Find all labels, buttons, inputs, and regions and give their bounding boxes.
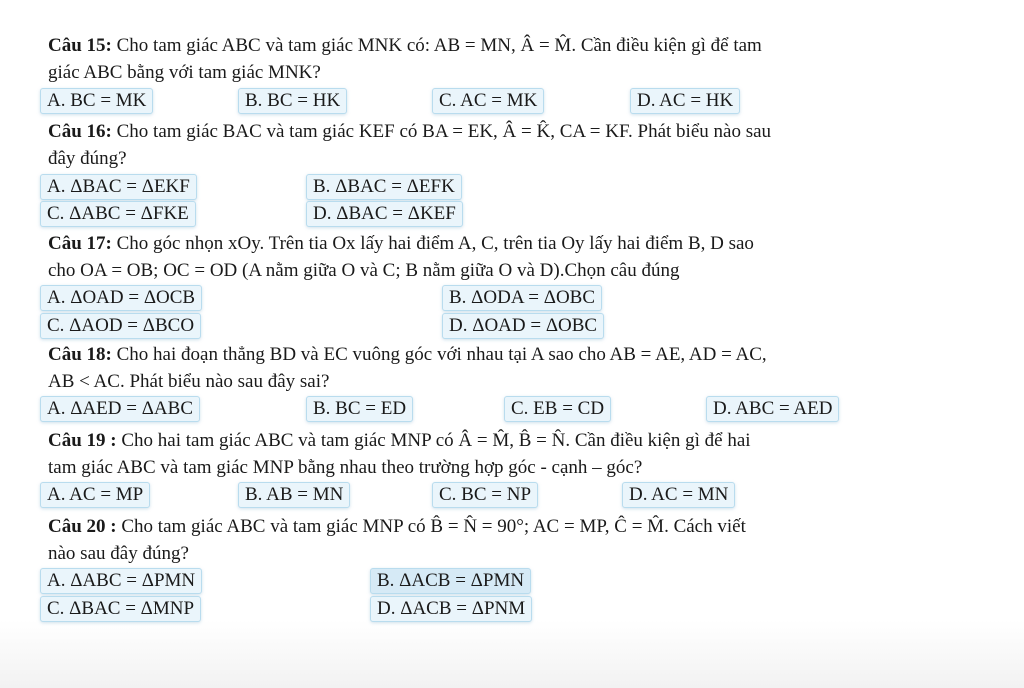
question-text: Cho hai tam giác ABC và tam giác MNP có Â = M̂, B̂ = N̂. Cần điều kiện gì để hai [116,430,751,451]
question-text: Cho tam giác BAC và tam giác KEF có BA = EK, Â = K̂, CA = KF. Phát biểu nào sau [111,121,772,142]
question-label: Câu 20 : [48,516,117,537]
question-20-line1 [48,514,978,540]
option-20-c[interactable]: C. ΔBAC = ΔMNP [40,596,201,622]
question-label: Câu 19 : [48,430,117,451]
option-16-d[interactable]: D. ΔBAC = ΔKEF [306,201,463,227]
option-16-b[interactable]: B. ΔBAC = ΔEFK [306,174,462,200]
option-18-a[interactable]: A. ΔAED = ΔABC [40,396,200,422]
option-15-d[interactable]: D. AC = HK [630,88,740,114]
option-15-a[interactable]: A. BC = MK [40,88,153,114]
question-text: Cho góc nhọn xOy. Trên tia Ox lấy hai điểm A, C, trên tia Oy lấy hai điểm B, D sao [111,233,754,254]
question-label: Câu 15: [48,35,112,56]
question-text: Cho tam giác ABC và tam giác MNK có: AB = MN, Â = M̂. Cần điều kiện gì để tam [111,35,762,56]
question-label: Câu 17: [48,233,112,254]
option-20-a[interactable]: A. ΔABC = ΔPMN [40,568,202,594]
option-20-d[interactable]: D. ΔACB = ΔPNM [370,596,532,622]
option-15-c[interactable]: C. AC = MK [432,88,544,114]
bottom-shadow [0,620,1024,688]
option-15-b[interactable]: B. BC = HK [238,88,347,114]
question-19-line2: tam giác ABC và tam giác MNP bằng nhau theo trường hợp góc - cạnh – góc? [48,457,643,478]
option-17-a[interactable]: A. ΔOAD = ΔOCB [40,285,202,311]
question-18-line2: AB < AC. Phát biểu nào sau đây sai? [48,371,330,392]
question-19-line1 [48,428,978,454]
question-16-line2: đây đúng? [48,148,127,169]
option-20-b[interactable]: B. ΔACB = ΔPMN [370,568,531,594]
question-16-line1 [48,119,978,145]
question-15-line2: giác ABC bằng với tam giác MNK? [48,62,321,83]
option-19-d[interactable]: D. AC = MN [622,482,735,508]
option-16-a[interactable]: A. ΔBAC = ΔEKF [40,174,197,200]
question-text: Cho hai đoạn thẳng BD và EC vuông góc với nhau tại A sao cho AB = AE, AD = AC, [111,344,767,365]
option-18-d[interactable]: D. ABC = AED [706,396,839,422]
option-19-a[interactable]: A. AC = MP [40,482,150,508]
question-20-line2: nào sau đây đúng? [48,543,189,564]
option-17-b[interactable]: B. ΔODA = ΔOBC [442,285,602,311]
question-label: Câu 18: [48,344,112,365]
option-17-d[interactable]: D. ΔOAD = ΔOBC [442,313,604,339]
option-17-c[interactable]: C. ΔAOD = ΔBCO [40,313,201,339]
question-17-line1 [48,231,978,257]
option-18-b[interactable]: B. BC = ED [306,396,413,422]
question-17-line2: cho OA = OB; OC = OD (A nằm giữa O và C; B nằm giữa O và D).Chọn câu đúng [48,260,680,281]
option-19-b[interactable]: B. AB = MN [238,482,350,508]
option-16-c[interactable]: C. ΔABC = ΔFKE [40,201,196,227]
question-18-line1 [48,342,978,368]
question-label: Câu 16: [48,121,112,142]
option-19-c[interactable]: C. BC = NP [432,482,538,508]
question-text: Cho tam giác ABC và tam giác MNP có B̂ = N̂ = 90°; AC = MP, Ĉ = M̂. Cách viết [116,516,746,537]
question-15-line1 [48,33,978,59]
option-18-c[interactable]: C. EB = CD [504,396,611,422]
